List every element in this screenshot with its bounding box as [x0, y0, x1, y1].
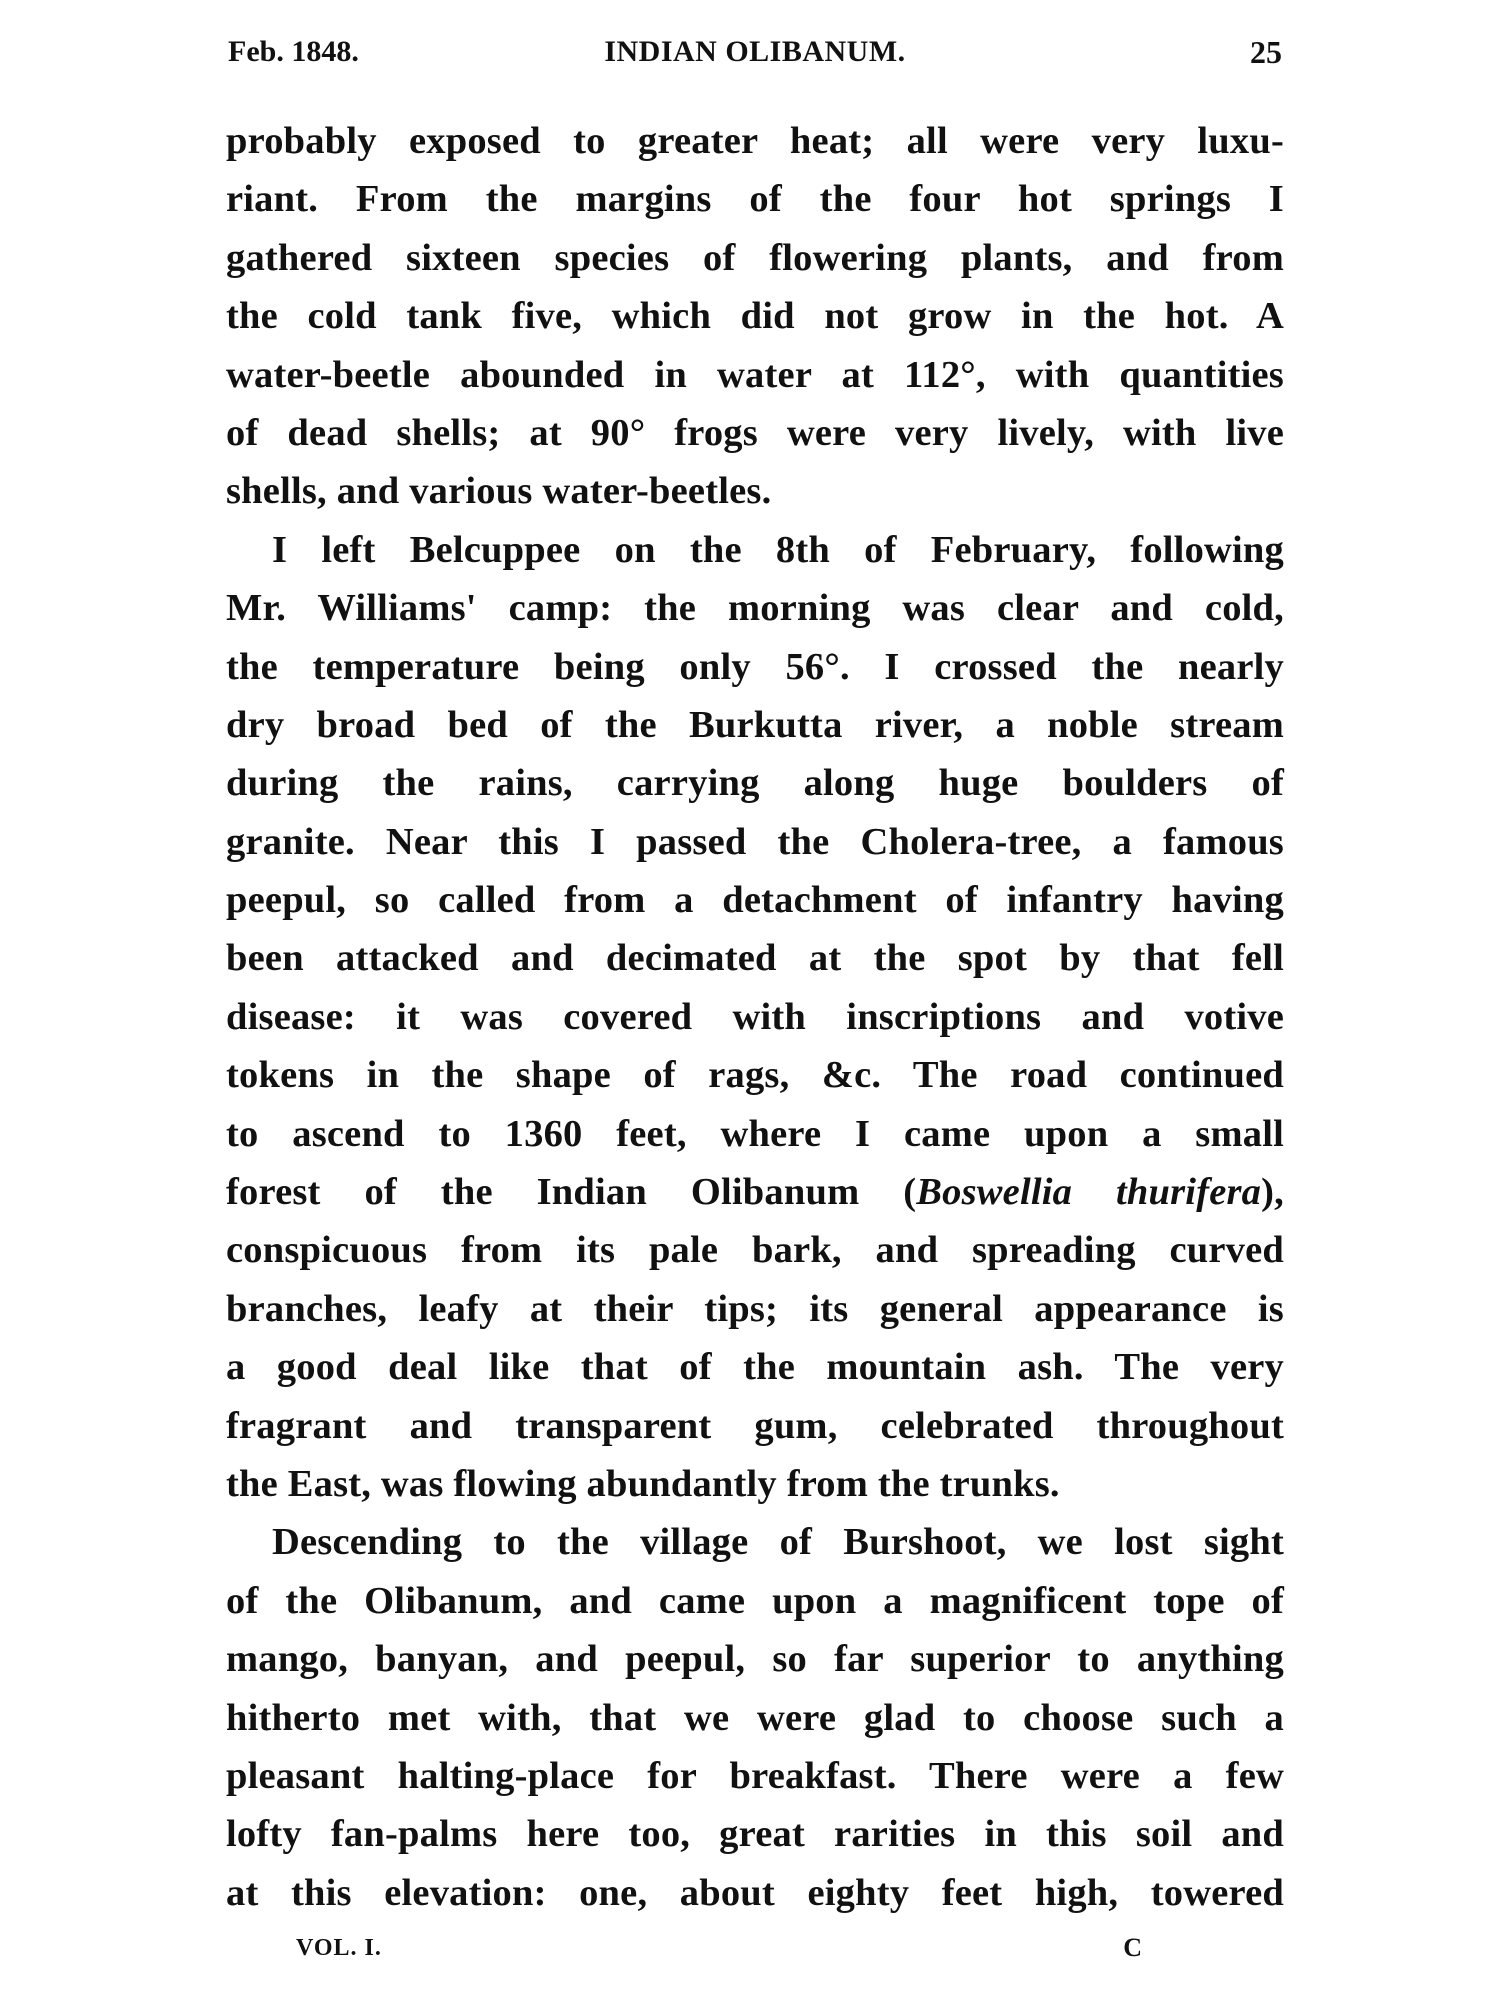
page-footer: [296, 1930, 1142, 1966]
text-line: shells, and various water-beetles.: [226, 470, 772, 513]
text-line: the East, was flowing abundantly from the trunks.: [226, 1462, 1060, 1505]
paragraph-1: [226, 112, 1284, 521]
signature-mark: C: [1123, 1933, 1142, 1962]
text-line: hitherto met with, that we were glad to choose such a: [226, 1696, 1284, 1739]
text-line: water-beetle abounded in water at 112°, with quantities: [226, 353, 1284, 396]
header-title: INDIAN OLIBANUM.: [604, 35, 906, 68]
text-line: at this elevation: one, about eighty feet high, towered: [226, 1871, 1284, 1914]
text-line: of dead shells; at 90° frogs were very lively, with live: [226, 411, 1284, 454]
text-line: pleasant halting-place for breakfast. There were a few: [226, 1754, 1284, 1797]
text-line: the temperature being only 56°. I crossed the nearly: [226, 645, 1284, 688]
text-line: of the Olibanum, and came upon a magnificent tope of: [226, 1579, 1284, 1622]
text-line: the cold tank five, which did not grow in the hot. A: [226, 295, 1284, 338]
text-line: I left Belcuppee on the 8th of February, following: [272, 528, 1284, 571]
paragraph-2: [226, 521, 1284, 1514]
text-line: gathered sixteen species of flowering plants, and from: [226, 236, 1284, 279]
text-line: branches, leafy at their tips; its general appearance is: [226, 1287, 1284, 1330]
text-line: lofty fan-palms here too, great rarities in this soil and: [226, 1813, 1284, 1856]
species-name: Boswellia thurifera: [916, 1171, 1262, 1214]
line-text: ),: [1261, 1171, 1284, 1214]
text-line: to ascend to 1360 feet, where I came upon a small: [226, 1112, 1284, 1155]
text-line: fragrant and transparent gum, celebrated throughout: [226, 1404, 1284, 1447]
text-line: been attacked and decimated at the spot by that fell: [226, 937, 1284, 980]
header-date: Feb. 1848.: [228, 35, 359, 68]
paragraph-3: [226, 1513, 1284, 1922]
body-text: [226, 112, 1284, 1922]
text-line: probably exposed to greater heat; all were very luxu-: [226, 120, 1284, 162]
text-line: dry broad bed of the Burkutta river, a noble stream: [226, 703, 1284, 746]
text-line: peepul, so called from a detachment of infantry having: [226, 879, 1284, 922]
text-line: riant. From the margins of the four hot springs I: [226, 178, 1284, 221]
text-line: granite. Near this I passed the Cholera-tree, a famous: [226, 820, 1284, 863]
text-line: disease: it was covered with inscriptions and votive: [226, 995, 1284, 1038]
text-line: a good deal like that of the mountain ash. The very: [226, 1346, 1284, 1389]
page-number: 25: [1250, 34, 1282, 70]
volume-signature: VOL. I.: [296, 1935, 382, 1961]
text-line: tokens in the shape of rags, &c. The road continued: [226, 1054, 1284, 1097]
text-line: Mr. Williams' camp: the morning was clear and cold,: [226, 587, 1284, 630]
text-line-with-italic: [226, 1163, 1284, 1221]
running-header: [228, 30, 1282, 74]
text-line: mango, banyan, and peepul, so far superior to anything: [226, 1638, 1284, 1681]
text-line: conspicuous from its pale bark, and spreading curved: [226, 1229, 1284, 1272]
text-line: Descending to the village of Burshoot, we lost sight: [272, 1521, 1284, 1564]
line-text: forest of the Indian Olibanum (: [226, 1171, 917, 1214]
text-line: during the rains, carrying along huge boulders of: [226, 762, 1284, 805]
